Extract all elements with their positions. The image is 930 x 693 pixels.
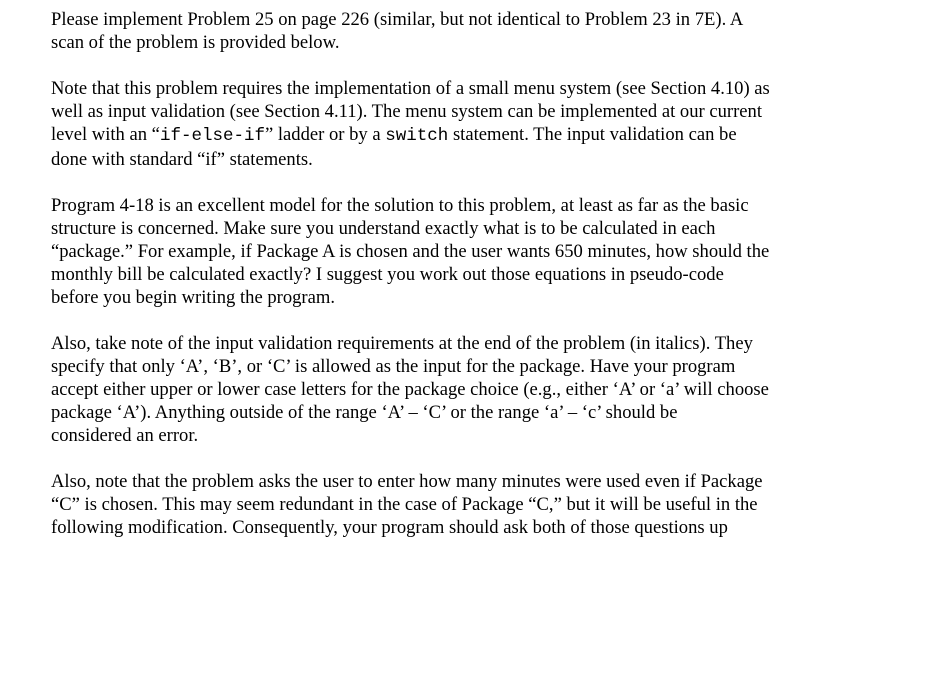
text-line: before you begin writing the program. — [51, 287, 335, 308]
text-line: structure is concerned. Make sure you understand exactly what is to be calculated in each — [51, 218, 716, 239]
text-line: monthly bill be calculated exactly? I suggest you work out those equations in pseudo-code — [51, 264, 724, 285]
text-line: done with standard “if” statements. — [51, 149, 313, 170]
code-if-else-if: if-else-if — [159, 126, 265, 146]
paragraph-validation — [51, 332, 851, 447]
document-page — [51, 8, 851, 562]
text-line: package ‘A’). Anything outside of the range ‘A’ – ‘C’ or the range ‘a’ – ‘c’ should be — [51, 402, 678, 423]
text-line: considered an error. — [51, 425, 199, 446]
paragraph-intro — [51, 8, 851, 54]
text-segment: level with an “ — [51, 124, 160, 145]
text-line: Also, take note of the input validation requirements at the end of the problem (in italics). They — [51, 333, 753, 354]
text-line: Note that this problem requires the implementation of a small menu system (see Section 4.10) as — [51, 78, 770, 99]
paragraph-program-model — [51, 194, 851, 309]
text-line: Program 4-18 is an excellent model for the solution to this problem, at least as far as the basic — [51, 195, 749, 216]
paragraph-menu-note — [51, 77, 851, 171]
text-line: scan of the problem is provided below. — [51, 32, 340, 53]
text-line: “C” is chosen. This may seem redundant in the case of Package “C,” but it will be useful in the — [51, 494, 758, 515]
text-line: Also, note that the problem asks the user to enter how many minutes were used even if Package — [51, 471, 763, 492]
text-line-with-code — [51, 123, 851, 148]
text-line: Please implement Problem 25 on page 226 (similar, but not identical to Problem 23 in 7E). A — [51, 9, 744, 30]
text-line: well as input validation (see Section 4.11). The menu system can be implemented at our current — [51, 101, 763, 122]
text-segment: ” ladder or by a — [264, 124, 386, 145]
paragraph-minutes — [51, 470, 851, 539]
text-line: specify that only ‘A’, ‘B’, or ‘C’ is allowed as the input for the package. Have your program — [51, 356, 736, 377]
text-line: accept either upper or lower case letters for the package choice (e.g., either ‘A’ or ‘a’ will choose — [51, 379, 769, 400]
text-line: “package.” For example, if Package A is chosen and the user wants 650 minutes, how should the — [51, 241, 770, 262]
code-switch: switch — [385, 126, 449, 146]
text-segment: statement. The input validation can be — [448, 124, 737, 145]
text-line: following modification. Consequently, your program should ask both of those questions up — [51, 517, 728, 538]
